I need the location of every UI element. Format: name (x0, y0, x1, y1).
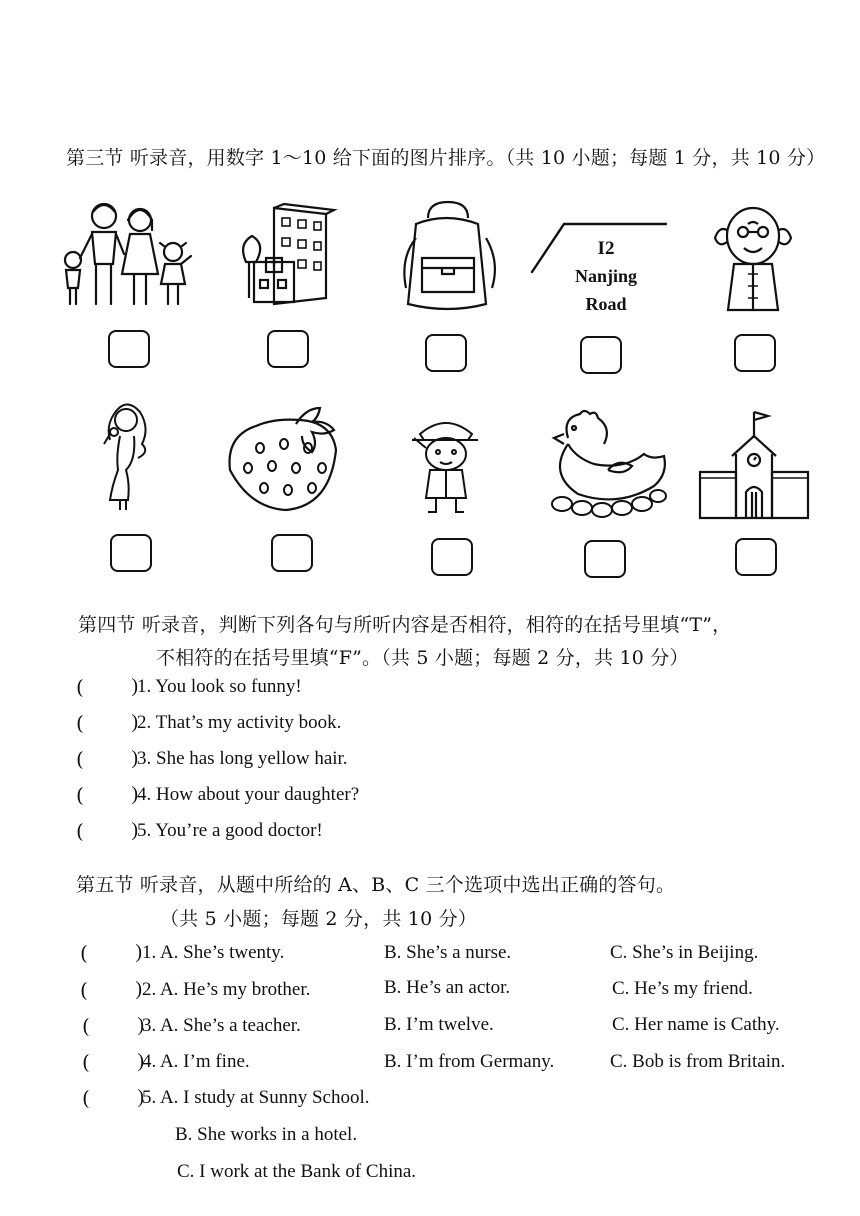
road-sign-number: I2 (597, 238, 615, 259)
school-building-icon (696, 408, 812, 520)
s5-option-a-5: 5. A. I study at Sunny School. (142, 1087, 370, 1108)
paren-open: ( (82, 1014, 90, 1038)
s5-option-c-4: C. Bob is from Britain. (610, 1051, 786, 1072)
hen-eggs-icon (538, 408, 672, 520)
answer-blank-s5-5[interactable] (94, 1087, 146, 1113)
answer-box-7[interactable] (271, 534, 313, 572)
answer-blank-s4-2[interactable] (88, 712, 140, 738)
s4-question-3: 3. She has long yellow hair. (137, 748, 348, 769)
hospital-building-icon (236, 200, 346, 310)
answer-box-9[interactable] (584, 540, 626, 578)
section4-title-line1: 第四节 听录音，判断下列各句与所听内容是否相符，相符的在括号里填“T”， (78, 614, 732, 636)
s5-option-c-1: C. She’s in Beijing. (610, 942, 759, 963)
answer-box-10[interactable] (735, 538, 777, 576)
answer-box-3[interactable] (425, 334, 467, 372)
s5-option-c-3: C. Her name is Cathy. (612, 1014, 780, 1035)
s4-question-2: 2. That’s my activity book. (137, 712, 342, 733)
road-sign-icon (528, 214, 668, 320)
paren-open: ( (76, 675, 84, 699)
paren-open: ( (80, 978, 88, 1002)
s5-option-c-5: C. I work at the Bank of China. (177, 1161, 417, 1182)
answer-blank-s5-2[interactable] (92, 979, 144, 1005)
s5-option-b-2: B. He’s an actor. (384, 977, 511, 998)
police-officer-icon (402, 414, 492, 520)
answer-blank-s4-5[interactable] (88, 820, 140, 846)
s4-question-1: 1. You look so funny! (137, 676, 302, 697)
s5-option-a-4: 4. A. I’m fine. (142, 1051, 250, 1072)
answer-box-6[interactable] (110, 534, 152, 572)
paren-open: ( (76, 783, 84, 807)
s5-option-b-3: B. I’m twelve. (384, 1014, 494, 1035)
paren-open: ( (80, 941, 88, 965)
schoolbag-icon (392, 198, 502, 316)
paren-open: ( (76, 819, 84, 843)
paren-open: ( (82, 1086, 90, 1110)
singer-woman-icon (80, 402, 176, 512)
s5-option-b-5: B. She works in a hotel. (175, 1124, 358, 1145)
family-icon (56, 198, 196, 310)
section5-title-line1: 第五节 听录音，从题中所给的 A、B、C 三个选项中选出正确的答句。 (76, 874, 676, 896)
answer-blank-s5-3[interactable] (94, 1015, 146, 1041)
answer-blank-s5-4[interactable] (94, 1051, 146, 1077)
answer-box-1[interactable] (108, 330, 150, 368)
s5-option-a-2: 2. A. He’s my brother. (142, 979, 311, 1000)
s4-question-5: 5. You’re a good doctor! (137, 820, 323, 841)
road-sign-street: Nanjing (574, 266, 638, 286)
paren-open: ( (76, 747, 84, 771)
s4-question-4: 4. How about your daughter? (137, 784, 360, 805)
s5-option-b-1: B. She’s a nurse. (384, 942, 512, 963)
answer-blank-s5-1[interactable] (92, 942, 144, 968)
s5-option-c-2: C. He’s my friend. (612, 978, 753, 999)
paren-open: ( (82, 1050, 90, 1074)
answer-blank-s4-1[interactable] (88, 676, 140, 702)
answer-box-8[interactable] (431, 538, 473, 576)
section5-title-line2: （共 5 小题；每题 2 分，共 10 分） (160, 908, 477, 930)
answer-box-4[interactable] (580, 336, 622, 374)
answer-blank-s4-4[interactable] (88, 784, 140, 810)
answer-box-2[interactable] (267, 330, 309, 368)
grandpa-icon (708, 200, 798, 318)
s5-option-a-3: 3. A. She’s a teacher. (142, 1015, 301, 1036)
section3-title: 第三节 听录音，用数字 1～10 给下面的图片排序。（共 10 小题；每题 1 分，共 10 分） (66, 147, 826, 169)
road-sign-road: Road (585, 294, 627, 314)
answer-blank-s4-3[interactable] (88, 748, 140, 774)
paren-open: ( (76, 711, 84, 735)
s5-option-a-1: 1. A. She’s twenty. (142, 942, 285, 963)
answer-box-5[interactable] (734, 334, 776, 372)
s5-option-b-4: B. I’m from Germany. (384, 1051, 555, 1072)
section4-title-line2: 不相符的在括号里填“F”。（共 5 小题；每题 2 分，共 10 分） (156, 647, 689, 669)
strawberry-icon (226, 404, 356, 514)
